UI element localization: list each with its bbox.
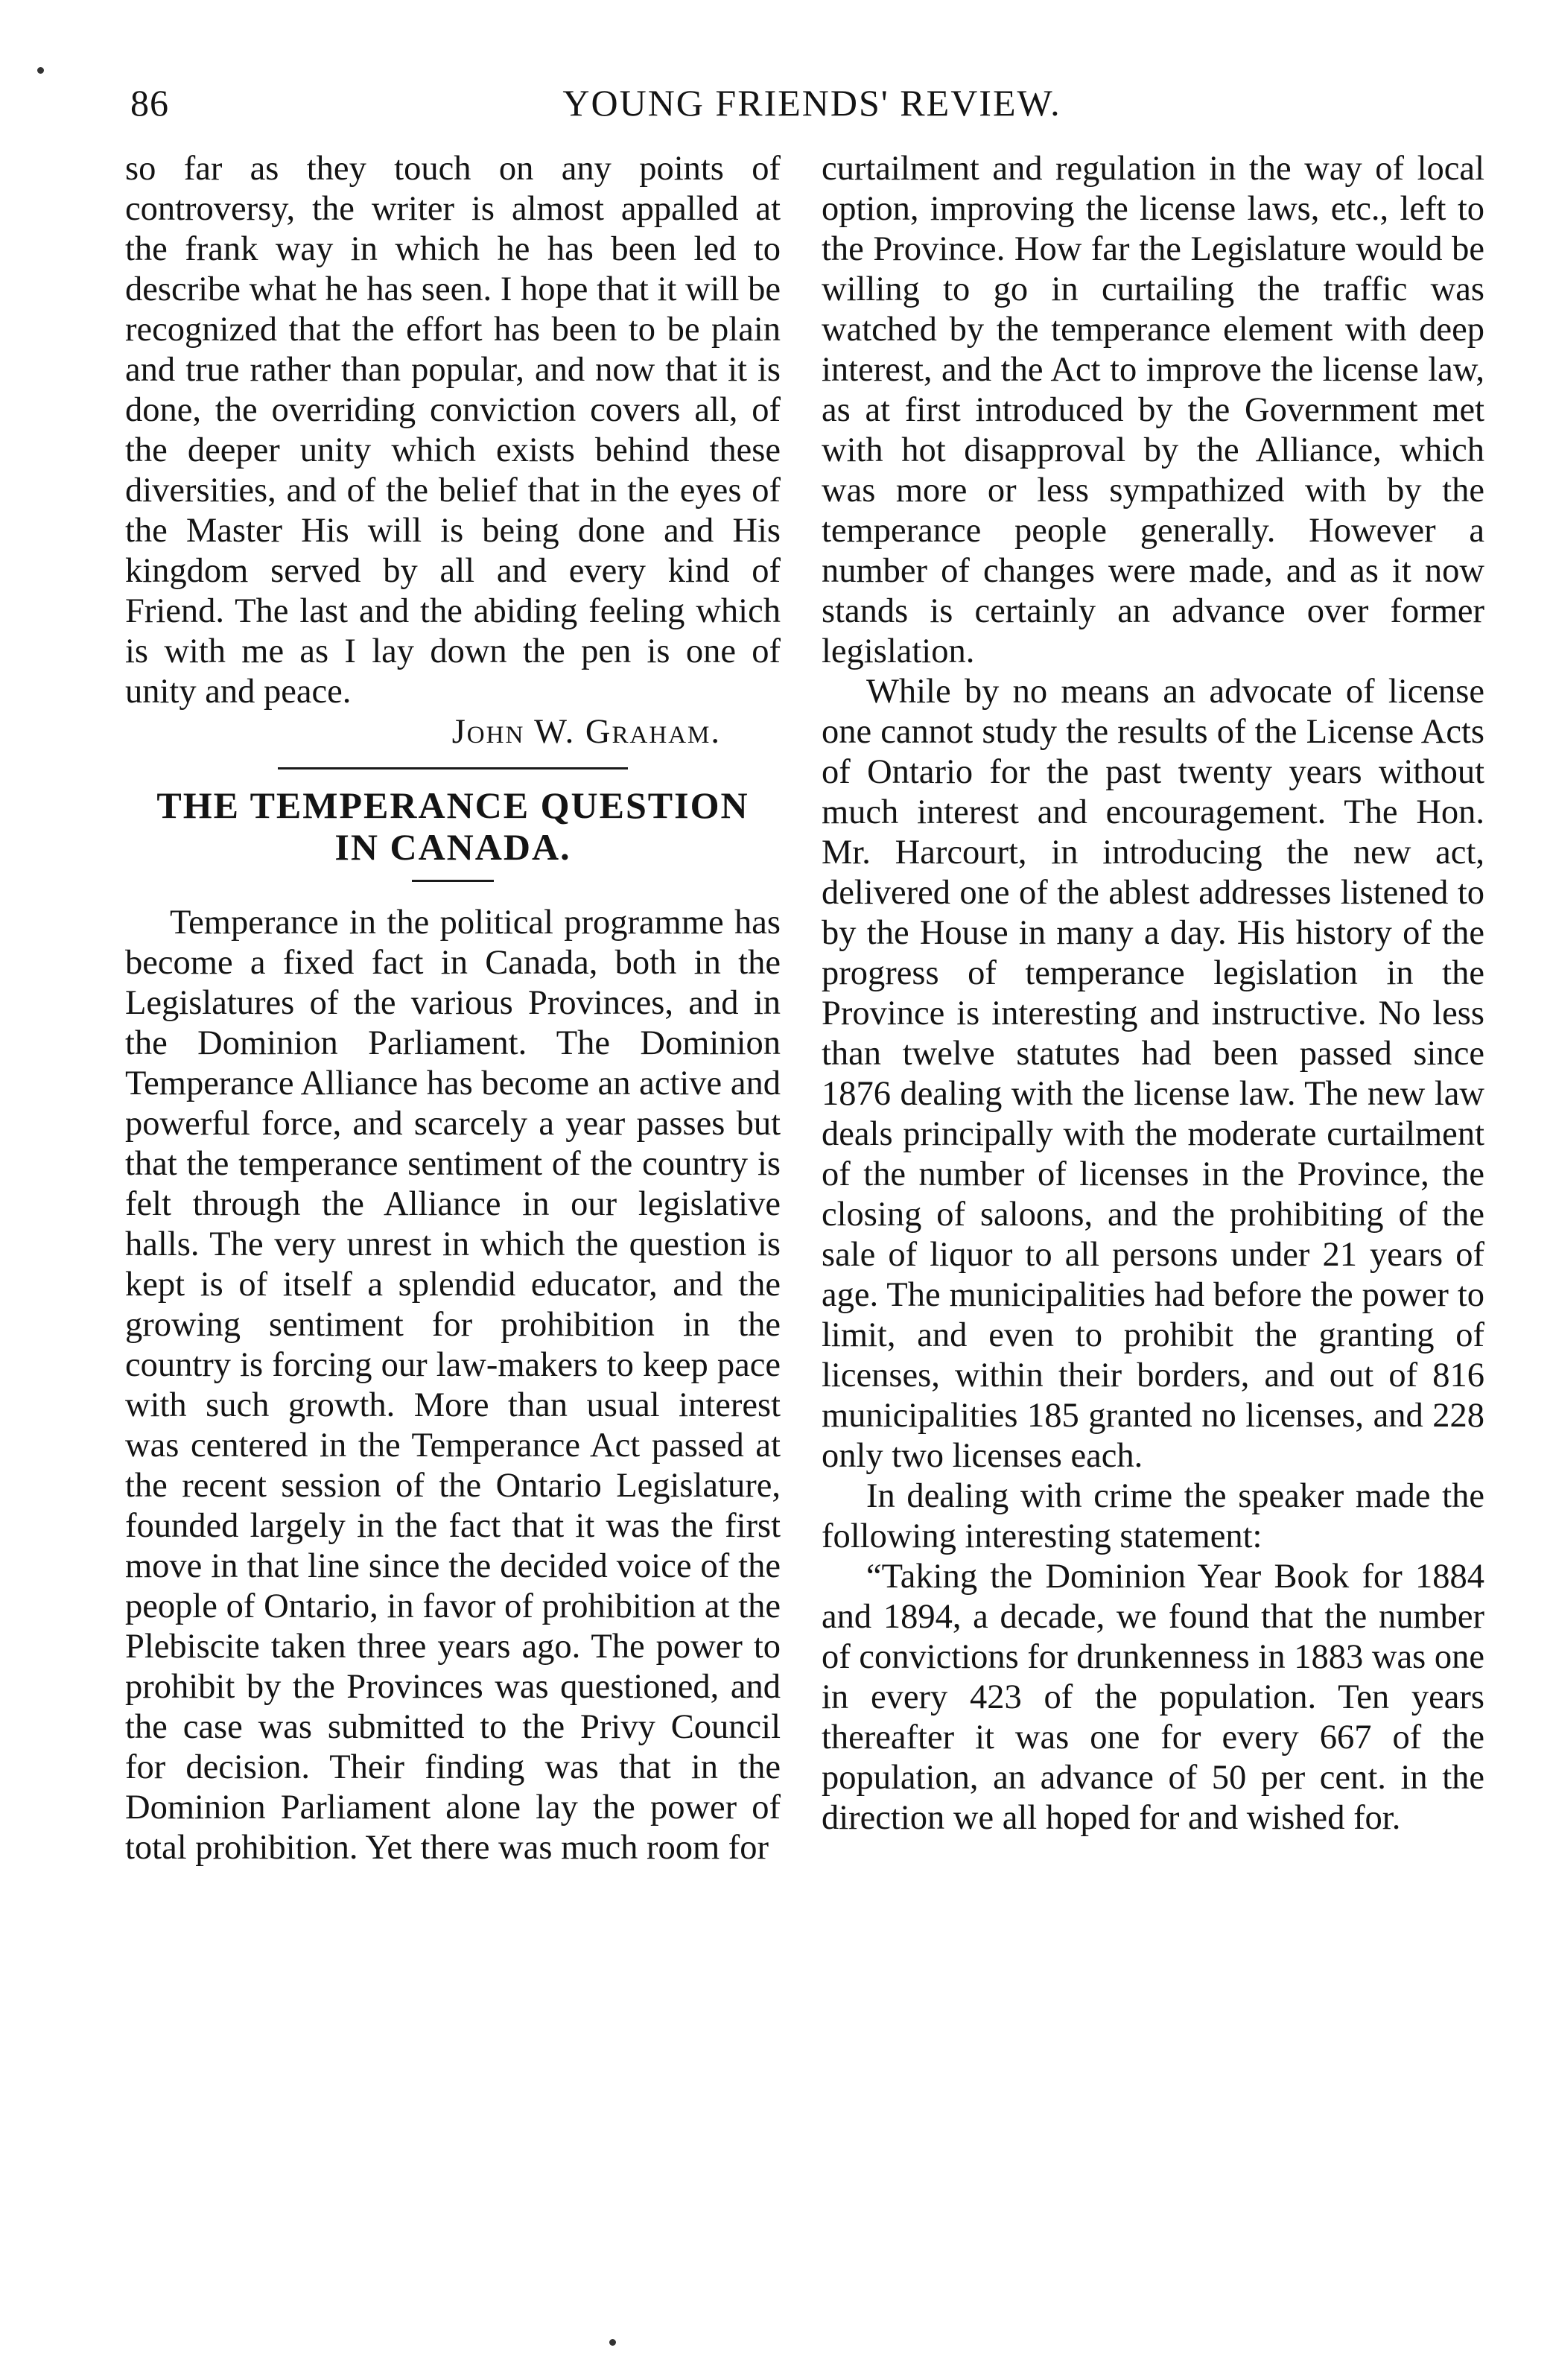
article-paragraph: While by no means an advocate of license one cannot study the results of the License Acts of Ontario for the past twenty years without much interest and encouragement. The Hon. Mr. Harcourt, in introducing the new act, delivered one of the ablest addresses listened to by the House in many a day. His history of the progress of temperance legislation in the Province is interesting and instructive. No less than twelve statutes had been passed since 1876 dealing with the license law. The new law deals principally with the moderate curtailment of the number of licenses in the Province, the closing of saloons, and the prohibiting of the sale of liquor to all persons under 21 years of age. The municipalities had before the power to limit, and even to prohibit the granting of licenses, within their borders, and out of 816 municipalities 185 granted no licenses, and 228 only two licenses each. bbox=[822, 673, 1484, 1475]
article-paragraph: Temperance in the political programme has become a fixed fact in Canada, both in the Legislatures of the various Provinces, and in the Dominion Parliament. The Dominion Temperance Alliance has become an active and powerful force, and scarcely a year passes but that the temperance sentiment of the country is felt through the Alliance in our legislative halls. The very unrest in which the question is kept is of itself a splendid educator, and the growing sentiment for prohibition in the country is forcing our law-makers to keep pace with such growth. More than usual interest was centered in the Temperance Act passed at the recent session of the Ontario Legislature, founded largely in the fact that it was the first move in that line since the decided voice of the people of Ontario, in favor of prohibition at the Plebiscite taken three years ago. The power to prohibit by the Provinces was questioned, and the case was submitted to the Privy Council for decision. Their finding was that in the Dominion Parliament alone lay the power of total prohibition. Yet there was much room for bbox=[125, 904, 781, 1867]
author-signature: John W. Graham. bbox=[451, 713, 721, 751]
title-rule bbox=[412, 880, 494, 882]
article-paragraph: In dealing with crime the speaker made the following interesting statement: bbox=[822, 1477, 1484, 1555]
left-column bbox=[125, 149, 781, 1868]
quoted-paragraph: “Taking the Dominion Year Book for 1884 and 1894, a decade, we found that the number of convictions for drunkenness in 1883 was one in every 423 of the population. Ten years thereafter it was one for every 667 of the population, an advance of 50 per cent. in the direction we all hoped for and wished for. bbox=[822, 1558, 1484, 1837]
section-title-line: IN CANADA. bbox=[334, 826, 571, 868]
print-speck bbox=[37, 67, 44, 74]
section-title bbox=[125, 784, 781, 868]
section-divider bbox=[278, 767, 628, 769]
page-number: 86 bbox=[130, 82, 169, 124]
right-column bbox=[822, 149, 1484, 1838]
running-head: YOUNG FRIENDS' REVIEW. bbox=[562, 82, 1061, 124]
article-paragraph: curtailment and regulation in the way of local option, improving the license laws, etc., left to the Province. How far the Legislature would be willing to go in curtailing the traffic was watched by the temperance element with deep interest, and the Act to improve the license law, as at first introduced by the Government met with hot disapproval by the Alliance, which was more or less sympathized with by the temperance people generally. However a number of changes were made, and as it now stands is certainly an advance over former legislation. bbox=[822, 150, 1484, 670]
section-title-line: THE TEMPERANCE QUESTION bbox=[156, 784, 749, 826]
print-speck bbox=[609, 2339, 616, 2346]
closing-paragraph: so far as they touch on any points of controversy, the writer is almost appalled at the frank way in which he has been led to describe what he has seen. I hope that it will be recognized that the effort has been to be plain and true rather than popular, and now that it is done, the overriding conviction covers all, of the deeper unity which exists behind these diversities, and of the belief that in the eyes of the Master His will is being done and His kingdom served by all and every kind of Friend. The last and the abiding feeling which is with me as I lay down the pen is one of unity and peace. bbox=[125, 150, 781, 711]
